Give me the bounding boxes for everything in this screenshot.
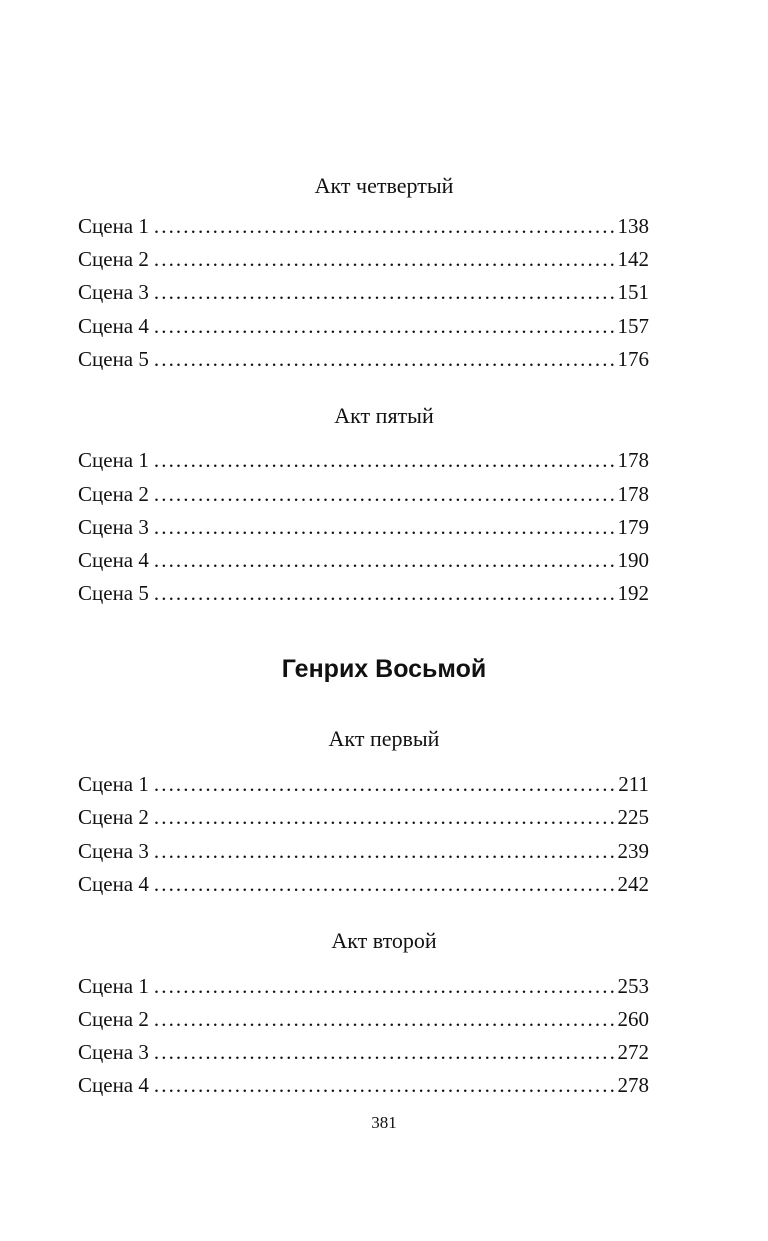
scene-label: Сцена 3 bbox=[78, 839, 149, 863]
scene-label: Сцена 4 bbox=[78, 314, 149, 338]
act-heading: Акт второй bbox=[331, 928, 437, 953]
scene-label: Сцена 3 bbox=[78, 1040, 149, 1064]
dot-leader bbox=[149, 1005, 618, 1033]
page-number: 138 bbox=[617, 214, 649, 238]
toc-entry[interactable] bbox=[78, 345, 649, 373]
scene-label: Сцена 1 bbox=[78, 214, 149, 238]
toc-entry[interactable] bbox=[78, 312, 649, 340]
toc-entry[interactable] bbox=[78, 446, 649, 474]
page-number: 272 bbox=[617, 1040, 649, 1064]
toc-entry[interactable] bbox=[78, 1005, 649, 1033]
act-heading: Акт пятый bbox=[334, 403, 434, 428]
scene-label: Сцена 5 bbox=[78, 347, 149, 371]
act-heading: Акт четвертый bbox=[314, 173, 454, 198]
scene-label: Сцена 4 bbox=[78, 872, 149, 896]
scene-label: Сцена 1 bbox=[78, 974, 149, 998]
toc-entry[interactable] bbox=[78, 972, 649, 1000]
scene-label: Сцена 1 bbox=[78, 448, 149, 472]
dot-leader bbox=[149, 312, 618, 340]
dot-leader bbox=[149, 345, 618, 373]
toc-entry[interactable] bbox=[78, 245, 649, 273]
page-number: 151 bbox=[617, 280, 649, 304]
dot-leader bbox=[149, 480, 618, 508]
page-number: 142 bbox=[617, 247, 649, 271]
dot-leader bbox=[149, 770, 618, 798]
scene-label: Сцена 4 bbox=[78, 1073, 149, 1097]
dot-leader bbox=[149, 870, 618, 898]
dot-leader bbox=[149, 245, 618, 273]
toc-entry[interactable] bbox=[78, 803, 649, 831]
toc-entry[interactable] bbox=[78, 579, 649, 607]
dot-leader bbox=[149, 1071, 618, 1099]
toc-entry[interactable] bbox=[78, 513, 649, 541]
dot-leader bbox=[149, 579, 618, 607]
play-title: Генрих Восьмой bbox=[281, 655, 487, 683]
toc-entry[interactable] bbox=[78, 546, 649, 574]
page-number: 211 bbox=[618, 772, 649, 796]
scene-label: Сцена 4 bbox=[78, 548, 149, 572]
toc-entry[interactable] bbox=[78, 1038, 649, 1066]
page-number: 253 bbox=[617, 974, 649, 998]
page-number: 192 bbox=[617, 581, 649, 605]
page-number: 179 bbox=[617, 515, 649, 539]
dot-leader bbox=[149, 1038, 618, 1066]
scene-label: Сцена 2 bbox=[78, 1007, 149, 1031]
scene-label: Сцена 1 bbox=[78, 772, 149, 796]
dot-leader bbox=[149, 212, 618, 240]
page-number: 190 bbox=[617, 548, 649, 572]
toc-entry[interactable] bbox=[78, 278, 649, 306]
page-number: 260 bbox=[617, 1007, 649, 1031]
dot-leader bbox=[149, 803, 618, 831]
toc-entry[interactable] bbox=[78, 480, 649, 508]
dot-leader bbox=[149, 278, 618, 306]
scene-label: Сцена 5 bbox=[78, 581, 149, 605]
dot-leader bbox=[149, 513, 618, 541]
toc-entry[interactable] bbox=[78, 1071, 649, 1099]
page-number: 225 bbox=[617, 805, 649, 829]
dot-leader bbox=[149, 972, 618, 1000]
page-number: 178 bbox=[617, 482, 649, 506]
scene-label: Сцена 3 bbox=[78, 280, 149, 304]
page-number: 278 bbox=[617, 1073, 649, 1097]
page-number: 242 bbox=[617, 872, 649, 896]
folio-page-number: 381 bbox=[371, 1113, 397, 1132]
toc-entry[interactable] bbox=[78, 770, 649, 798]
act-heading: Акт первый bbox=[328, 726, 440, 751]
toc-entry[interactable] bbox=[78, 870, 649, 898]
scene-label: Сцена 2 bbox=[78, 482, 149, 506]
page-number: 239 bbox=[617, 839, 649, 863]
page-number: 178 bbox=[617, 448, 649, 472]
scene-label: Сцена 2 bbox=[78, 247, 149, 271]
scene-label: Сцена 3 bbox=[78, 515, 149, 539]
dot-leader bbox=[149, 837, 618, 865]
toc-entry[interactable] bbox=[78, 837, 649, 865]
toc-entry[interactable] bbox=[78, 212, 649, 240]
page-number: 157 bbox=[617, 314, 649, 338]
scene-label: Сцена 2 bbox=[78, 805, 149, 829]
dot-leader bbox=[149, 546, 618, 574]
page-number: 176 bbox=[617, 347, 649, 371]
dot-leader bbox=[149, 446, 618, 474]
